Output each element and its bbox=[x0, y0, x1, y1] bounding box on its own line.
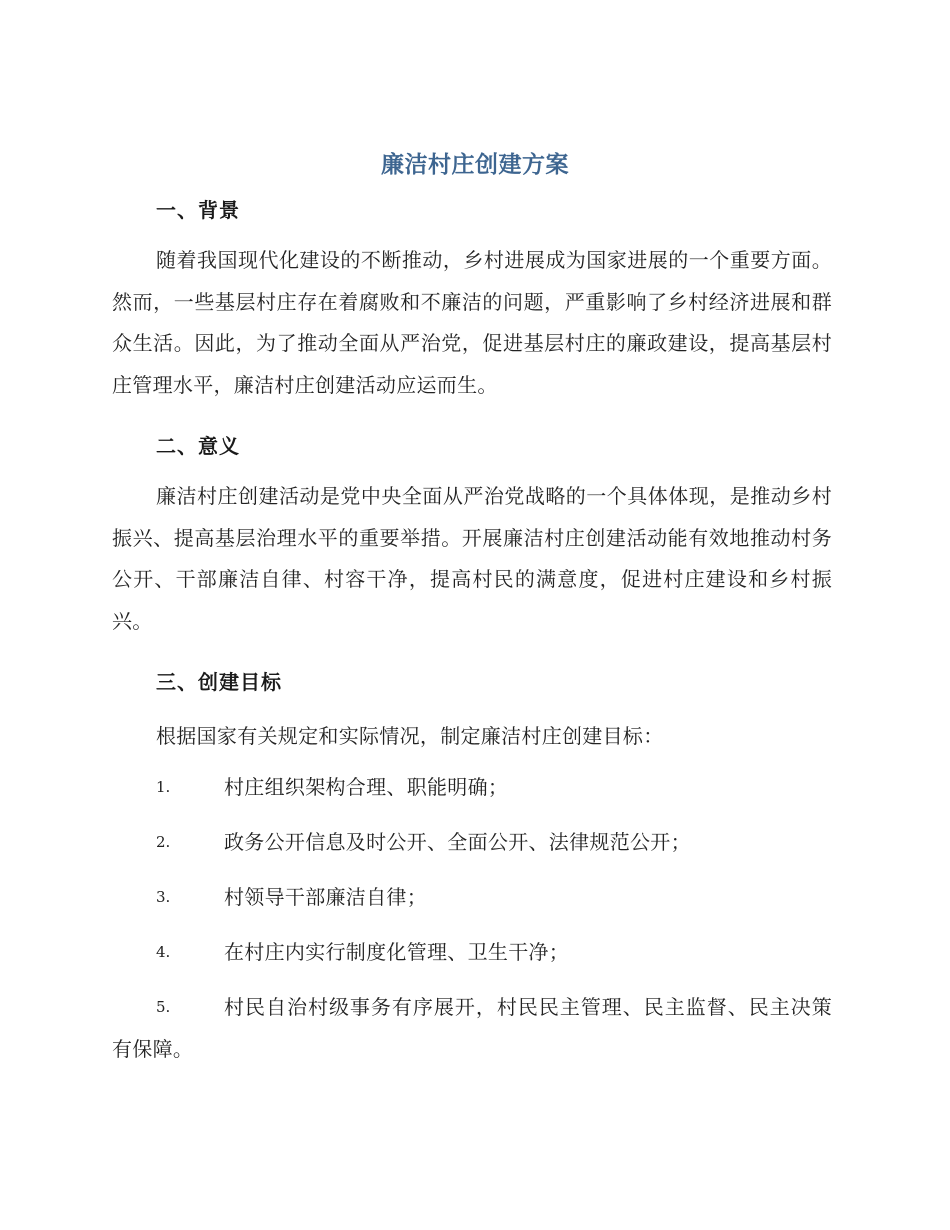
list-item-number: 5. bbox=[156, 998, 171, 1016]
list-item-number: 4. bbox=[156, 943, 171, 961]
list-item bbox=[112, 877, 832, 919]
list-item-number: 3. bbox=[156, 888, 171, 906]
list-item-text: 村领导干部廉洁自律； bbox=[224, 885, 427, 909]
list-item bbox=[112, 822, 832, 864]
goals-intro: 根据国家有关规定和实际情况，制定廉洁村庄创建目标： bbox=[156, 724, 664, 748]
list-item-number: 1. bbox=[156, 778, 171, 796]
section-heading-significance: 二、意义 bbox=[156, 434, 240, 458]
list-item-text: 村庄组织架构合理、职能明确； bbox=[224, 775, 509, 799]
section-paragraph-significance: 廉洁村庄创建活动是党中央全面从严治党战略的一个具体体现，是推动乡村振兴、提高基层治理水平的重要举措。开展廉洁村庄创建活动能有效地推动村务公开、干部廉洁自律、村容干净，提高村民的满意度，促进村庄建设和乡村振兴。 bbox=[112, 484, 832, 633]
document-title: 廉洁村庄创建方案 bbox=[381, 152, 569, 178]
section-paragraph-background: 随着我国现代化建设的不断推动，乡村进展成为国家进展的一个重要方面。然而，一些基层村庄存在着腐败和不廉洁的问题，严重影响了乡村经济进展和群众生活。因此，为了推动全面从严治党，促进基层村庄的廉政建设，提高基层村庄管理水平，廉洁村庄创建活动应运而生。 bbox=[112, 248, 832, 397]
list-item-text: 村民自治村级事务有序展开，村民民主管理、民主监督、民主决策有保障。 bbox=[112, 995, 832, 1061]
list-item bbox=[112, 987, 832, 1070]
section-heading-background: 一、背景 bbox=[156, 198, 240, 222]
section-heading-goals: 三、创建目标 bbox=[156, 670, 282, 694]
list-item-text: 政务公开信息及时公开、全面公开、法律规范公开； bbox=[224, 830, 691, 854]
list-item bbox=[112, 767, 832, 809]
list-item bbox=[112, 932, 832, 974]
list-item-text: 在村庄内实行制度化管理、卫生干净； bbox=[224, 940, 570, 964]
list-item-number: 2. bbox=[156, 833, 171, 851]
